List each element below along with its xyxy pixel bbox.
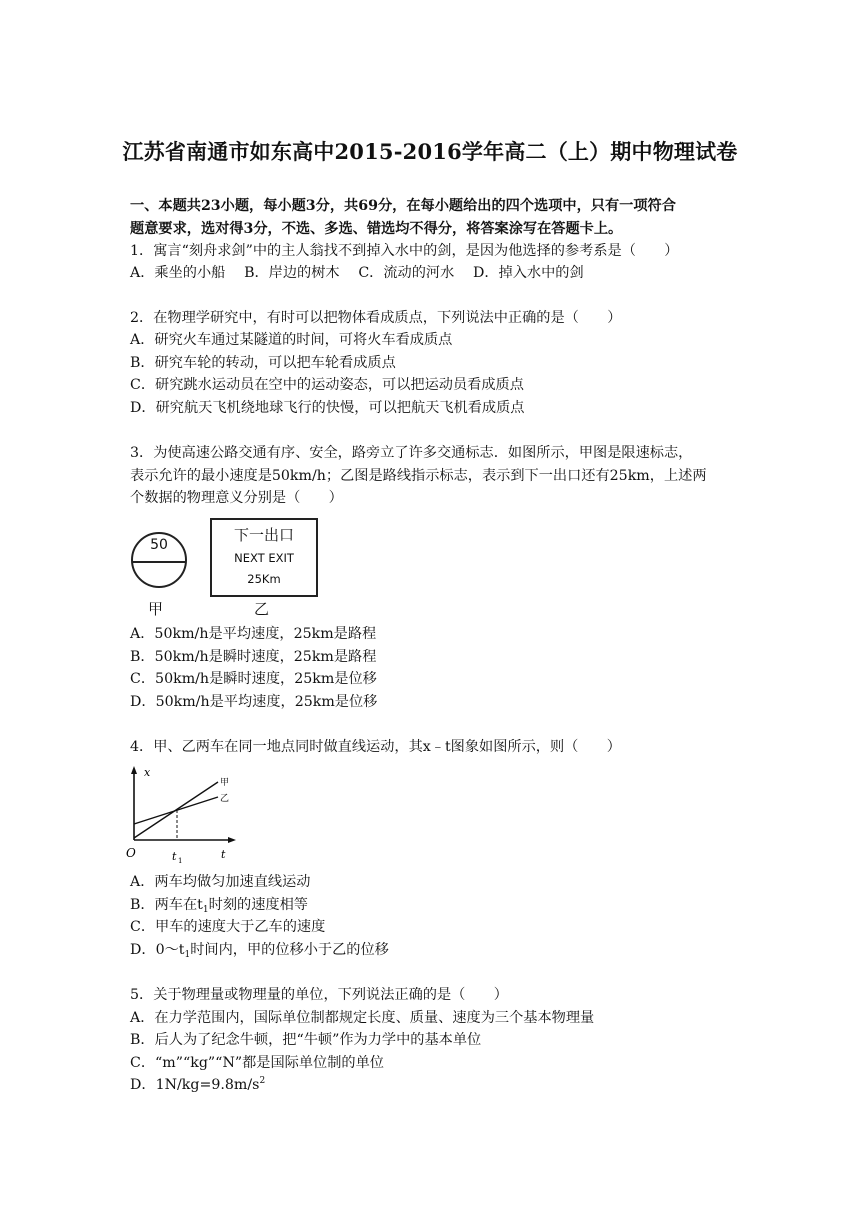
q4-option-d	[130, 940, 389, 962]
q3-stem-line2: 表示允许的最小速度是50km/h；乙图是路线指示标志，表示到下一出口还有25km，上述两	[130, 468, 707, 484]
q4-option-b-pre: B．两车在t	[130, 897, 203, 913]
q2-option-c: C．研究跳水运动员在空中的运动姿态，可以把运动员看成质点	[130, 377, 524, 393]
q3-option-b: B．50km/h是瞬时速度，25km是路程	[130, 649, 377, 665]
line-yi-label: 乙	[220, 794, 230, 804]
q2-option-b: B．研究车轮的转动，可以把车轮看成质点	[130, 355, 396, 371]
q5-option-d-sup: 2	[259, 1076, 266, 1086]
q5-option-d	[130, 1075, 265, 1095]
xt-graph	[126, 764, 246, 868]
q4-option-d-sub: 1	[184, 950, 191, 960]
q2-option-d: D．研究航天飞机绕地球飞行的快慢，可以把航天飞机看成质点	[130, 400, 525, 416]
section-instructions-line2: 题意要求，选对得3分，不选、多选、错选均不得分，将答案涂写在答题卡上。	[130, 221, 623, 237]
speed-limit-sign	[131, 532, 187, 588]
q1-options: A．乘坐的小船 B．岸边的树木 C．流动的河水 D．掉入水中的剑	[130, 265, 584, 281]
q4-option-a: A．两车均做匀加速直线运动	[130, 874, 311, 890]
origin-label: O	[126, 846, 136, 860]
q4-option-d-pre: D．0～t	[130, 942, 185, 958]
q2-stem: 2．在物理学研究中，有时可以把物体看成质点，下列说法中正确的是（ ）	[130, 310, 622, 326]
q3-stem-line1: 3．为使高速公路交通有序、安全，路旁立了许多交通标志．如图所示，甲图是限速标志，	[130, 445, 693, 461]
q5-option-d-pre: D．1N/kg=9.8m/s	[130, 1077, 260, 1093]
q3-option-d: D．50km/h是平均速度，25km是位移	[130, 694, 378, 710]
line-yi	[134, 797, 218, 824]
q5-option-c: C．“m”“kg”“N”都是国际单位制的单位	[130, 1055, 384, 1071]
q4-option-b	[130, 895, 308, 917]
section-instructions-line1: 一、本题共23小题，每小题3分，共69分，在每小题给出的四个选项中，只有一项符合	[130, 198, 676, 214]
q5-option-b: B．后人为了纪念牛顿，把“牛顿”作为力学中的基本单位	[130, 1032, 482, 1048]
page-title: 江苏省南通市如东高中2015-2016学年高二（上）期中物理试卷	[122, 139, 738, 164]
line-jia-label: 甲	[220, 778, 230, 788]
q5-stem: 5．关于物理量或物理量的单位，下列说法正确的是（ ）	[130, 987, 508, 1003]
exit-sign-line2: NEXT EXIT	[234, 551, 294, 565]
speed-limit-divider	[133, 561, 185, 563]
speed-limit-value: 50	[150, 537, 168, 553]
q1-stem: 1．寓言“刻舟求剑”中的主人翁找不到掉入水中的剑，是因为他选择的参考系是（ ）	[130, 243, 679, 259]
t1-label: t	[172, 850, 177, 863]
q4-option-c: C．甲车的速度大于乙车的速度	[130, 919, 326, 935]
q3-option-a: A．50km/h是平均速度，25km是路程	[130, 626, 377, 642]
x-axis-arrow	[131, 766, 137, 774]
q3-stem-line3: 个数据的物理意义分别是（ ）	[130, 490, 343, 506]
t-axis-label: t	[221, 848, 226, 861]
figure-label-jia: 甲	[148, 600, 164, 618]
q5-option-a: A．在力学范围内，国际单位制都规定长度、质量、速度为三个基本物理量	[130, 1010, 595, 1026]
t1-subscript: 1	[178, 857, 183, 865]
q2-option-a: A．研究火车通过某隧道的时间，可将火车看成质点	[130, 332, 453, 348]
q4-option-b-sub: 1	[202, 905, 209, 915]
figure-label-yi: 乙	[254, 600, 270, 618]
t-axis-arrow	[228, 837, 236, 843]
q4-stem: 4．甲、乙两车在同一地点同时做直线运动，其x﹣t图象如图所示，则（ ）	[130, 739, 621, 755]
exit-sign-line3: 25Km	[247, 572, 281, 586]
q3-option-c: C．50km/h是瞬时速度，25km是位移	[130, 671, 377, 687]
x-axis-label: x	[144, 766, 151, 779]
exit-sign-line1: 下一出口	[233, 526, 294, 544]
exit-sign	[210, 518, 318, 597]
q4-option-d-post: 时间内，甲的位移小于乙的位移	[190, 942, 389, 958]
q4-option-b-post: 时刻的速度相等	[208, 897, 308, 913]
